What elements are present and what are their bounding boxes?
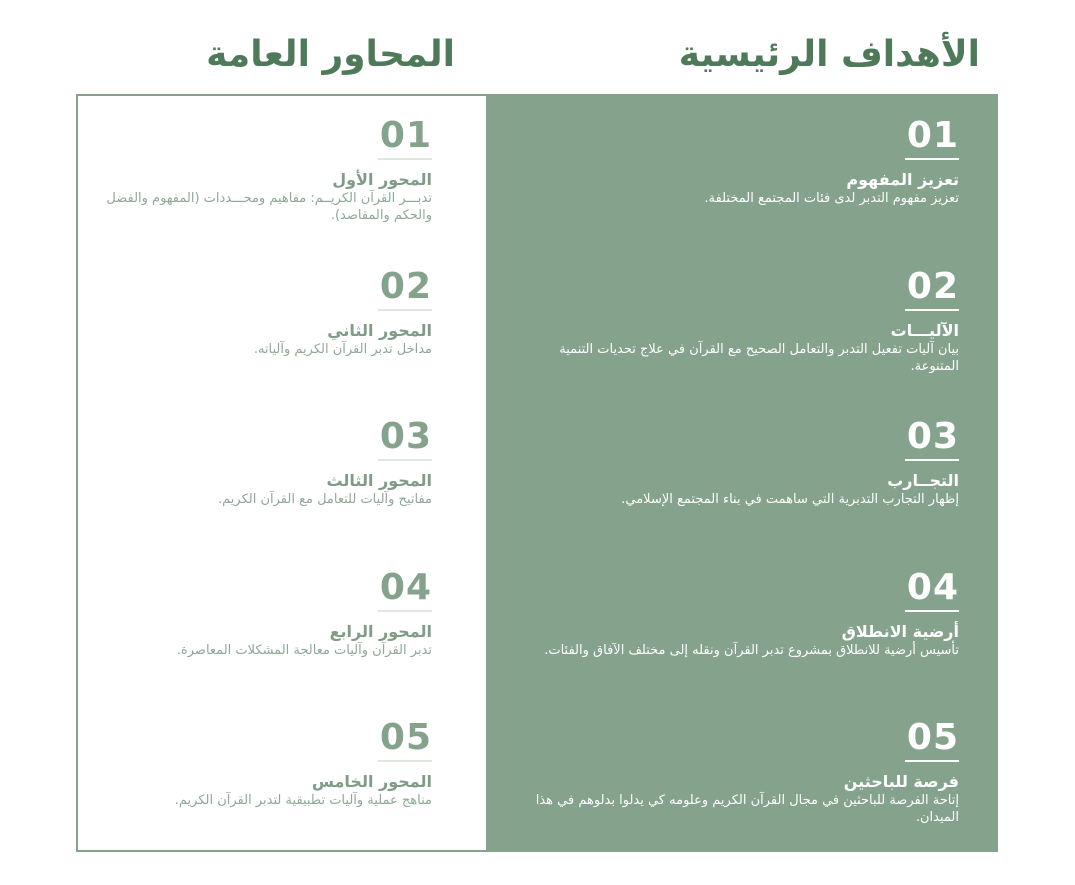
axis-item [98, 718, 432, 869]
axis-item [98, 116, 432, 267]
goals-panel [486, 96, 996, 850]
axis-description: تدبر القرآن وآليات معالجة المشكلات المعاصرة. [176, 642, 432, 658]
goal-item [506, 267, 959, 418]
axis-number: 01 [379, 115, 432, 156]
goal-title: تعزيز المفهوم [846, 170, 959, 189]
goal-number: 05 [906, 717, 959, 758]
divider [378, 610, 432, 612]
goal-item [506, 417, 959, 568]
axes-panel [78, 96, 486, 850]
goal-description: تعزيز مفهوم التدبر لدى فئات المجتمع المختلفة. [704, 191, 959, 206]
goal-item [506, 116, 959, 267]
divider [905, 158, 959, 160]
divider [905, 760, 959, 762]
axis-number: 05 [379, 717, 432, 758]
axis-description: تدبـــر القرآن الكريــم: مفاهيم ومحـــددات (المفهوم والفضل والحكم والمقاصد). [106, 191, 432, 223]
goal-title: التجــارب [887, 471, 959, 490]
goal-title: أرضية الانطلاق [841, 621, 959, 641]
goal-description: إظهار التجارب التدبرية التي ساهمت في بناء المجتمع الإسلامي. [621, 492, 959, 507]
divider [905, 610, 959, 612]
goal-item [506, 718, 959, 869]
goal-item [506, 568, 959, 719]
axis-number: 04 [379, 566, 432, 608]
divider [378, 459, 432, 461]
axis-title: المحور الخامس [311, 772, 432, 791]
axis-item [98, 267, 432, 418]
goals-heading: الأهداف الرئيسية [678, 34, 980, 75]
axis-title: المحور الرابع [329, 621, 432, 641]
divider [378, 309, 432, 311]
axis-title: المحور الأول [332, 170, 432, 189]
axis-title: المحور الثاني [327, 320, 432, 340]
goal-title: الآليـــات [890, 320, 959, 340]
axis-description: مفاتيح وآليات للتعامل مع القرآن الكريم. [218, 492, 432, 507]
axis-number: 03 [379, 416, 432, 457]
goal-number: 04 [906, 566, 959, 608]
divider [378, 760, 432, 762]
goal-number: 01 [906, 115, 959, 156]
axis-title: المحور الثالث [326, 471, 432, 490]
goal-title: فرصة للباحثين [843, 772, 959, 791]
axis-number: 02 [379, 265, 432, 307]
goal-description: إتاحة الفرصة للباحثين في مجال القرآن الكريم وعلومه كي يدلوا بدلوهم في هذا الميدان. [535, 793, 959, 825]
goal-description: تأسيس أرضية للانطلاق بمشروع تدبر القرآن ونقله إلى مختلف الآفاق والفئات. [544, 642, 959, 658]
divider [905, 309, 959, 311]
divider [378, 158, 432, 160]
axis-item [98, 417, 432, 568]
goal-number: 02 [906, 265, 959, 307]
goal-description: بيان آليات تفعيل التدبر والتعامل الصحيح مع القرآن في علاج تحديات التنمية المتنوعة. [559, 341, 959, 374]
axis-description: مداخل تدبر القرآن الكريم وآلياته. [253, 341, 432, 357]
goal-number: 03 [906, 416, 959, 457]
content-frame [76, 94, 998, 852]
divider [905, 459, 959, 461]
axis-item [98, 568, 432, 719]
axis-description: مناهج عملية وآليات تطبيقية لتدبر القرآن الكريم. [174, 793, 432, 808]
axes-heading: المحاور العامة [206, 34, 455, 75]
